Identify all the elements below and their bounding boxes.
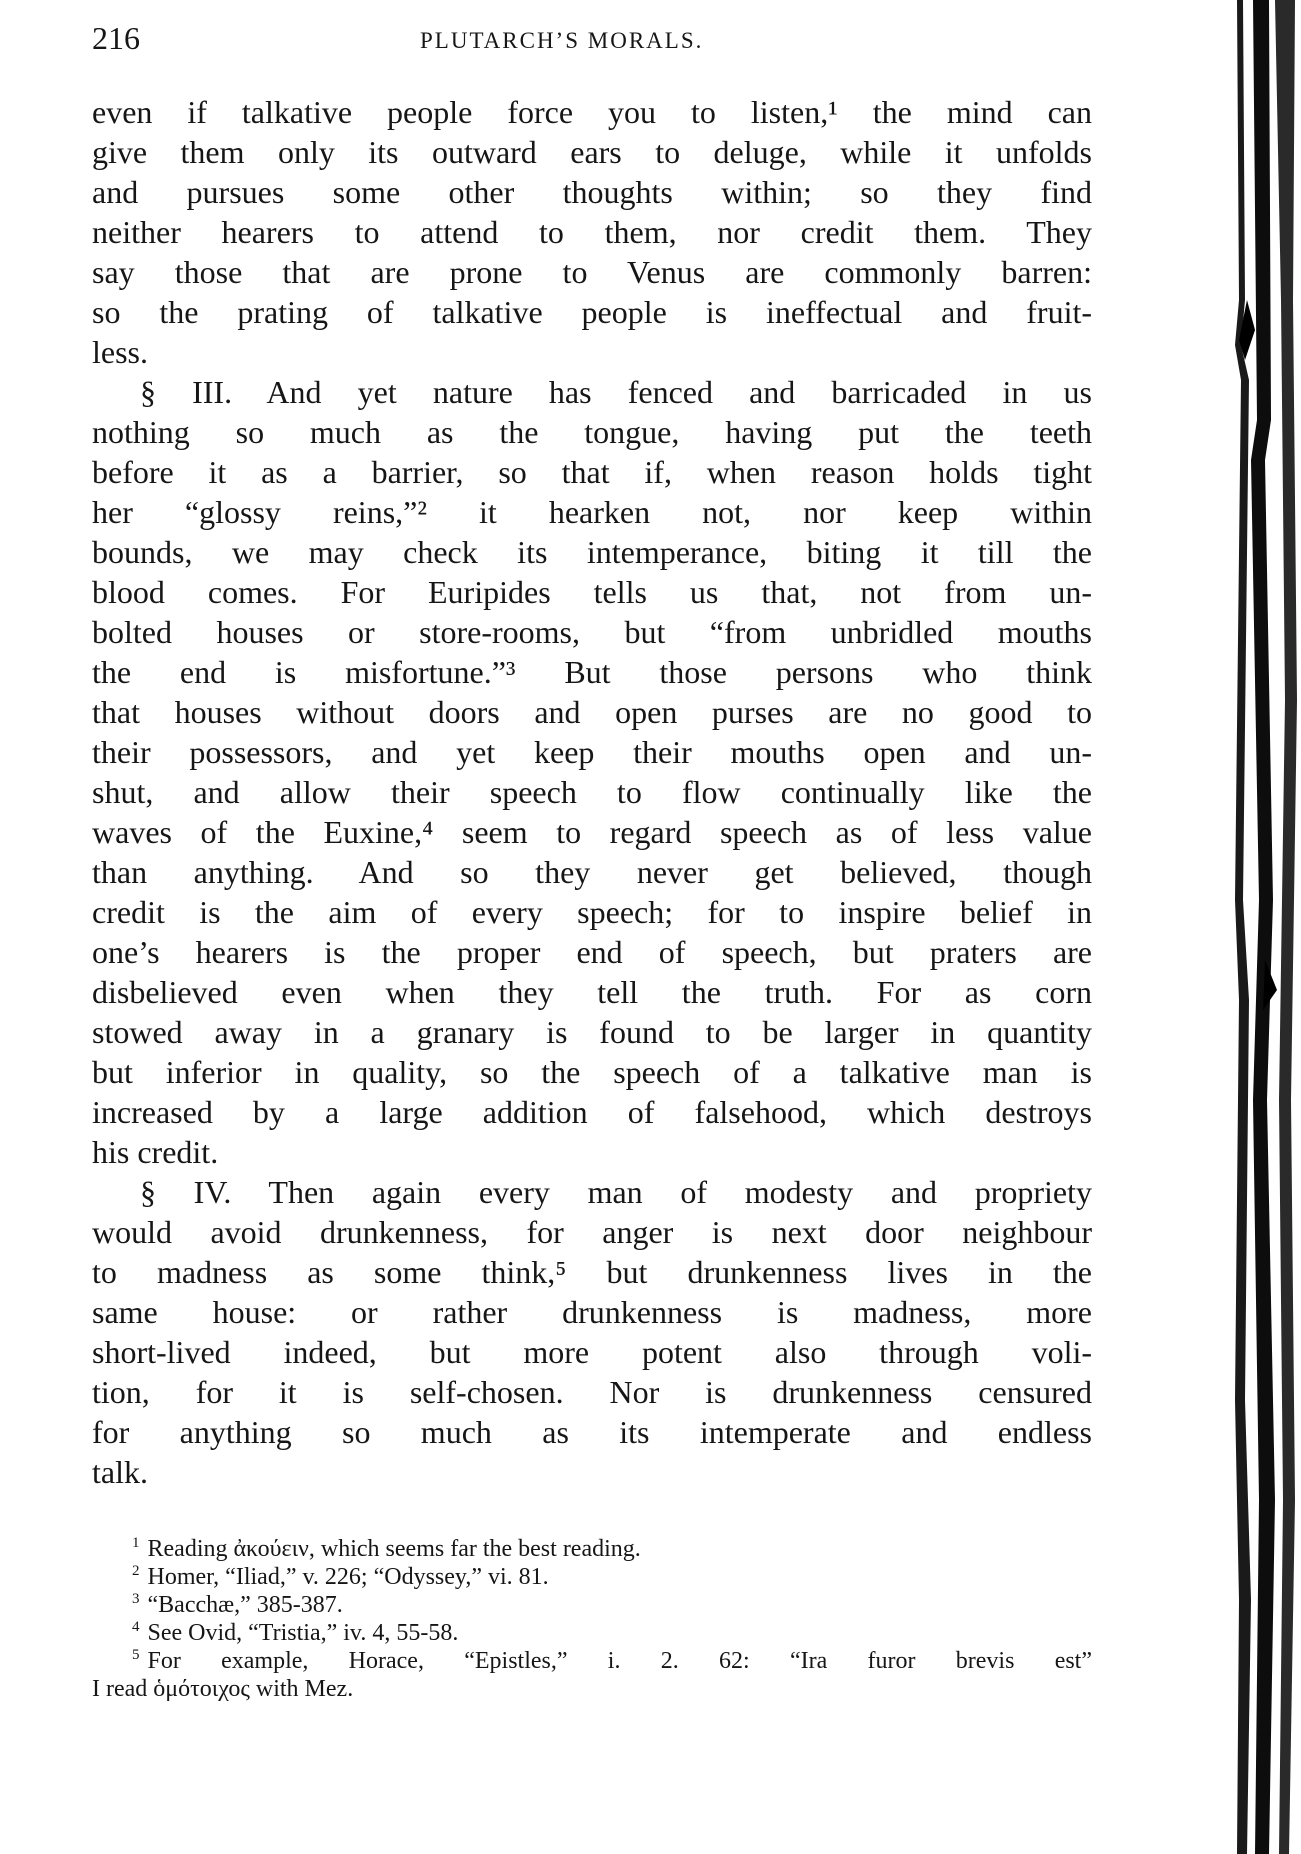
text-line: short-lived indeed, but more potent also through voli-	[92, 1334, 1092, 1370]
footnote-text: Reading ἀκούειν, which seems far the best reading.	[147, 1536, 641, 1562]
footnote-text: For example, Horace, “Epistles,” i. 2. 62: “Ira furor brevis est”	[147, 1648, 1092, 1674]
footnote	[92, 1619, 1092, 1647]
footnote-number: 1	[132, 1535, 140, 1551]
text-line: the end is misfortune.”³ But those persons who think	[92, 654, 1092, 690]
text-line: nothing so much as the tongue, having put the teeth	[92, 414, 1092, 450]
text-line: bolted houses or store-rooms, but “from unbridled mouths	[92, 614, 1092, 650]
running-head: PLUTARCH’S MORALS.	[420, 28, 704, 53]
text-line: talk.	[92, 1454, 148, 1490]
footnote-text: I read ὁμότοιχος with Mez.	[92, 1676, 354, 1702]
footnote-number: 4	[132, 1619, 140, 1635]
text-line: her “glossy reins,”² it hearken not, nor keep within	[92, 494, 1092, 530]
footnote-text: “Bacchæ,” 385-387.	[147, 1592, 343, 1618]
text-line: even if talkative people force you to listen,¹ the mind can	[92, 94, 1092, 130]
footnote-number: 2	[132, 1563, 140, 1579]
footnote	[92, 1591, 1092, 1619]
page-number: 216	[92, 20, 140, 56]
footnote-text: Homer, “Iliad,” v. 226; “Odyssey,” vi. 81.	[147, 1564, 549, 1590]
footnote	[92, 1563, 1092, 1591]
text-line: credit is the aim of every speech; for to inspire belief in	[92, 894, 1092, 930]
book-binding-edge	[1235, 0, 1301, 1854]
text-line: so the prating of talkative people is ineffectual and fruit-	[92, 294, 1092, 330]
text-line: same house: or rather drunkenness is madness, more	[92, 1294, 1092, 1330]
text-line: and pursues some other thoughts within; so they find	[92, 174, 1092, 210]
text-line: that houses without doors and open purses are no good to	[92, 694, 1092, 730]
text-line: increased by a large addition of falsehood, which destroys	[92, 1094, 1092, 1130]
text-line: his credit.	[92, 1134, 219, 1170]
text-line: say those that are prone to Venus are commonly barren:	[92, 254, 1092, 290]
text-line: § III. And yet nature has fenced and barricaded in us	[140, 374, 1092, 410]
text-line: disbelieved even when they tell the truth. For as corn	[92, 974, 1092, 1010]
footnote-number: 5	[132, 1647, 140, 1663]
footnote	[92, 1535, 1092, 1563]
text-line: bounds, we may check its intemperance, biting it till the	[92, 534, 1092, 570]
footnote-number: 3	[132, 1591, 140, 1607]
body-text	[92, 92, 1092, 1492]
text-line: § IV. Then again every man of modesty and propriety	[140, 1174, 1092, 1210]
footnote-text: See Ovid, “Tristia,” iv. 4, 55-58.	[147, 1620, 459, 1646]
page-header	[92, 20, 1092, 62]
text-line: blood comes. For Euripides tells us that, not from un-	[92, 574, 1092, 610]
text-line: to madness as some think,⁵ but drunkenness lives in the	[92, 1254, 1092, 1290]
text-line: than anything. And so they never get believed, though	[92, 854, 1092, 890]
text-line: shut, and allow their speech to flow continually like the	[92, 774, 1092, 810]
footnote-continuation	[92, 1675, 1092, 1703]
text-line: would avoid drunkenness, for anger is next door neighbour	[92, 1214, 1092, 1250]
text-line: before it as a barrier, so that if, when reason holds tight	[92, 454, 1092, 490]
text-line: for anything so much as its intemperate and endless	[92, 1414, 1092, 1450]
footnotes	[92, 1535, 1092, 1703]
footnote	[92, 1647, 1092, 1675]
text-line: stowed away in a granary is found to be larger in quantity	[92, 1014, 1092, 1050]
text-line: give them only its outward ears to deluge, while it unfolds	[92, 134, 1092, 170]
text-line: less.	[92, 334, 148, 370]
text-line: one’s hearers is the proper end of speech, but praters are	[92, 934, 1092, 970]
text-line: waves of the Euxine,⁴ seem to regard speech as of less value	[92, 814, 1092, 850]
text-line: but inferior in quality, so the speech of a talkative man is	[92, 1054, 1092, 1090]
text-line: neither hearers to attend to them, nor credit them. They	[92, 214, 1092, 250]
text-line: tion, for it is self-chosen. Nor is drunkenness censured	[92, 1374, 1092, 1410]
text-line: their possessors, and yet keep their mouths open and un-	[92, 734, 1092, 770]
